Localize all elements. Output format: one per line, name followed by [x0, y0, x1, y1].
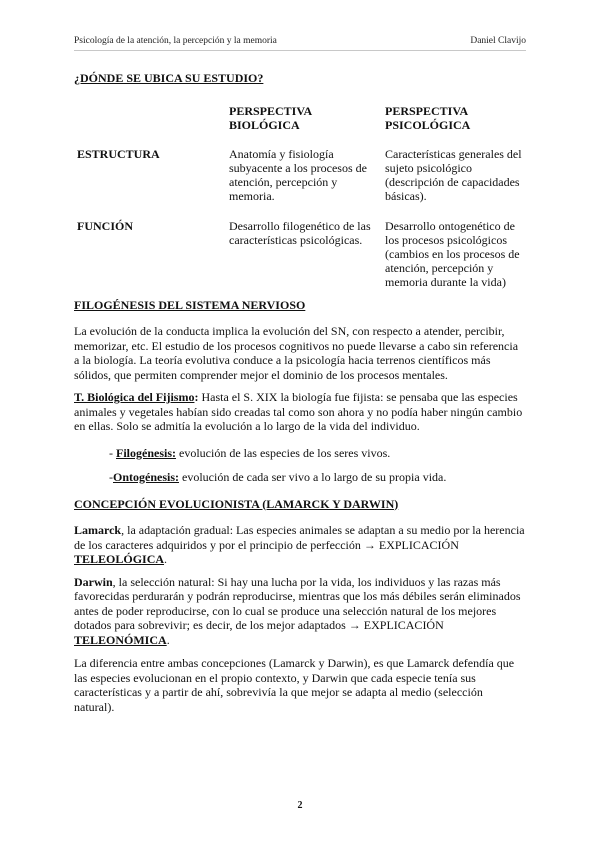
term-teleologica: TELEOLÓGICA — [74, 552, 165, 566]
fijismo-text: Hasta el S. XIX la biología fue fijista: se pensaba que las especies animales y vegetales habían sido creadas tal como son ahora y no podía haber ningún cambio en ellas. Solo se admitía la evolución a lo largo de la vida del individuo. — [74, 390, 523, 433]
bullet-filogenesis-text: evolución de las especies de los seres vivos. — [176, 445, 391, 460]
name-lamarck: Lamarck — [74, 523, 122, 537]
perspectives-table — [77, 104, 526, 289]
bullet-dash: - — [109, 445, 116, 460]
cell-estructura-bio: Anatomía y fisiología subyacente a los procesos de atención, percepción y memoria. — [229, 146, 367, 203]
paragraph-fijismo: T. Biológica del Fijismo: Hasta el S. XIX la biología fue fijista: se pensaba que las especies animales y vegetales habían sido creadas tal como son ahora y no podía haber ningún cambio en ellas. Solo se admitía la evolución a lo largo de la vida del individuo. — [74, 390, 523, 433]
page-header — [74, 36, 526, 51]
term-fijismo: T. Biológica del Fijismo — [74, 390, 195, 404]
section-title-filogenesis: FILOGÉNESIS DEL SISTEMA NERVIOSO — [74, 297, 306, 312]
page-number: 2 — [297, 800, 303, 811]
table-row — [77, 147, 526, 219]
darwin-text: , la selección natural: Si hay una lucha por la vida, los individuos y las razas más favorecidas perdurarán y podrán reproducirse, mientras que los más débiles serán eliminados antes de poder reproducirse, con lo cual se produce una selección natural de los mejores dotados para sobrevivir; es decir, de los mejor adaptados → EXPLICACIÓN — [74, 574, 521, 632]
bullet-dash: - — [109, 470, 113, 484]
cell-estructura-psi: Características generales del sujeto psicológico (descripción de capacidades básicas). — [385, 146, 522, 203]
table-row — [77, 219, 526, 289]
col-header-psicologica: PERSPECTIVA PSICOLÓGICA — [385, 103, 471, 132]
table-corner — [77, 104, 229, 147]
paragraph-diferencia: La diferencia entre ambas concepciones (Lamarck y Darwin), es que Lamarck defendía que las especies evolucionan en el propio contexto, y Darwin que cada especie tenía sus características y a partir de ahí, sobrevivía la que mejor se adapta al medio (selección natural). — [74, 656, 515, 714]
bullet-ontogenesis — [74, 470, 526, 485]
cell-funcion-bio: Desarrollo filogenético de las características psicológicas. — [229, 218, 371, 247]
page-content — [74, 71, 526, 714]
header-author: Daniel Clavijo — [470, 36, 526, 46]
col-header-biologica: PERSPECTIVA BIOLÓGICA — [229, 103, 312, 132]
section-title-ubicacion: ¿DÓNDE SE UBICA SU ESTUDIO? — [74, 71, 264, 85]
bullet-filogenesis — [74, 446, 526, 461]
row-label-estructura: ESTRUCTURA — [77, 146, 160, 161]
term-ontogenesis: Ontogénesis: — [113, 470, 179, 484]
bullet-ontogenesis-text: evolución de cada ser vivo a lo largo de su propia vida. — [179, 470, 447, 484]
lamarck-text: , la adaptación gradual: Las especies animales se adaptan a su medio por la herencia de los caracteres adquiridos y por el principio de perfección → EXPLICACIÓN — [74, 523, 525, 552]
paragraph-evolucion-conducta: La evolución de la conducta implica la evolución del SN, con respecto a atender, percibir, memorizar, etc. El estudio de los procesos cognitivos no puede llevarse a cabo sin referencia a la biología. La teoría evolutiva conduce a la psicología hacia terrenos científicos más sólidos, que permiten comprender mejor el dominio de los procesos mentales. — [74, 324, 519, 382]
name-darwin: Darwin — [74, 574, 113, 589]
section-title-evolucionista: CONCEPCIÓN EVOLUCIONISTA (LAMARCK Y DARWIN) — [74, 496, 399, 511]
header-course-title: Psicología de la atención, la percepción y la memoria — [74, 36, 277, 46]
row-label-funcion: FUNCIÓN — [77, 218, 133, 233]
paragraph-lamarck: Lamarck, la adaptación gradual: Las especies animales se adaptan a su medio por la herencia de los caracteres adquiridos y por el principio de perfección → EXPLICACIÓN TELEOLÓGICA. — [74, 523, 525, 566]
term-teleonomica: TELEONÓMICA — [74, 632, 167, 647]
cell-funcion-psi: Desarrollo ontogenético de los procesos psicológicos (cambios en los procesos de atención, percepción y memoria durante la vida) — [385, 218, 520, 289]
table-header-row — [77, 104, 526, 147]
term-filogenesis: Filogénesis: — [116, 445, 176, 460]
paragraph-darwin: Darwin, la selección natural: Si hay una lucha por la vida, los individuos y las razas más favorecidas perdurarán y podrán reproducirse, mientras que los más débiles serán eliminados antes de poder reproducirse, con lo cual se produce una selección natural de los mejores dotados para sobrevivir; es decir, de los mejor adaptados → EXPLICACIÓN TELEONÓMICA. — [74, 574, 521, 647]
